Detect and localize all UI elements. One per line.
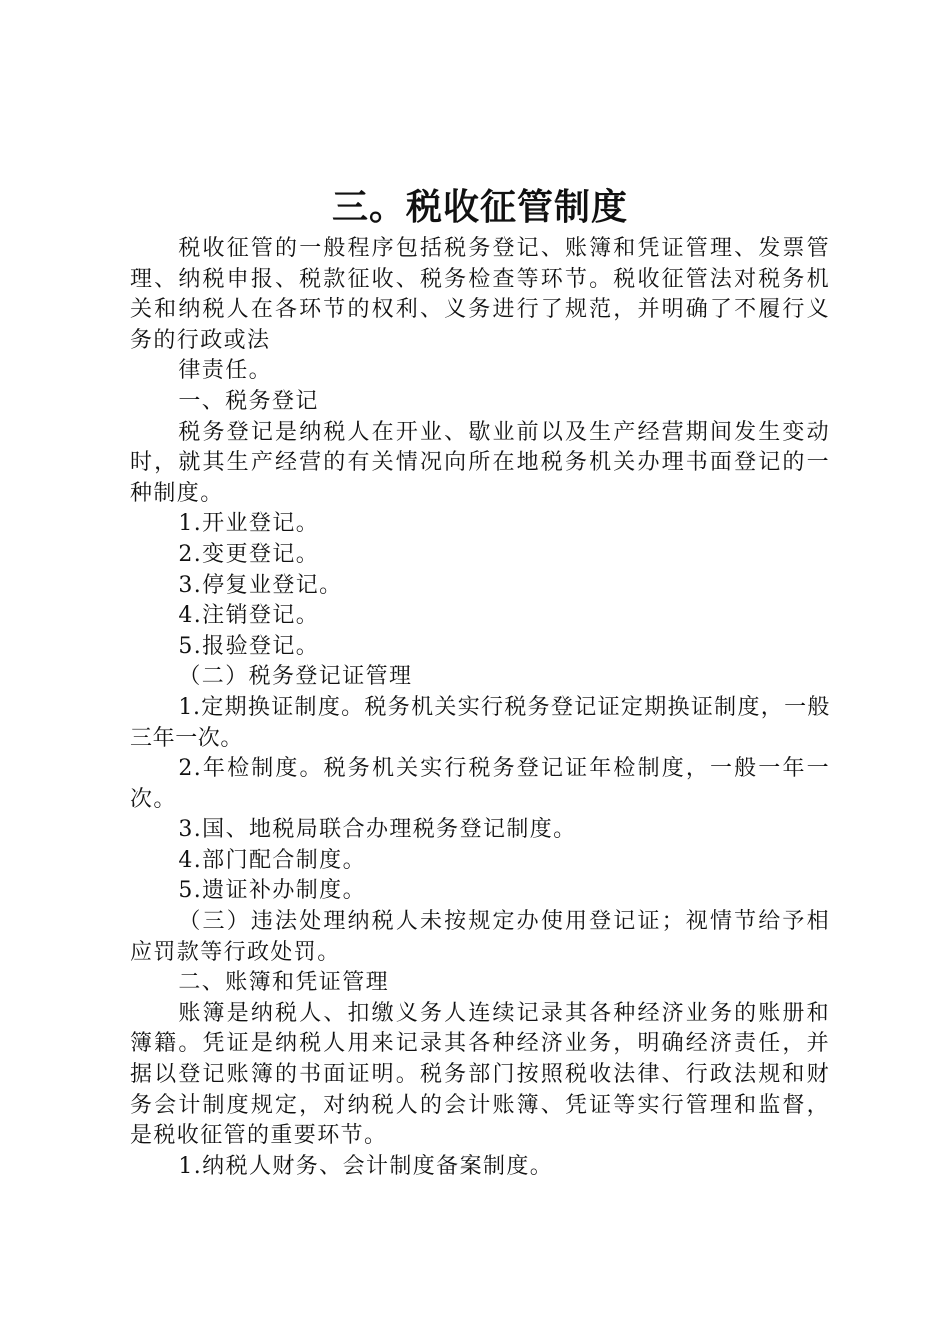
intro-paragraph-continued: 律责任。 [178, 358, 272, 384]
list-item: 1.纳税人财务、会计制度备案制度。 [178, 1153, 554, 1179]
document-body [130, 234, 830, 1182]
list-item: 2.变更登记。 [178, 541, 320, 567]
list-item: 5.报验登记。 [178, 633, 320, 659]
tax-registration-paragraph: 税务登记是纳税人在开业、歇业前以及生产经营期间发生变动时，就其生产经营的有关情况向所在地税务机关办理书面登记的一种制度。 [130, 419, 830, 506]
section-heading-tax-registration: 一、税务登记 [178, 388, 319, 414]
list-item: 4.部门配合制度。 [178, 847, 366, 873]
intro-paragraph: 税收征管的一般程序包括税务登记、账簿和凭证管理、发票管理、纳税申报、税款征收、税务检查等环节。税收征管法对税务机关和纳税人在各环节的权利、义务进行了规范，并明确了不履行义务的行政或法 [130, 236, 830, 353]
list-item: 5.遗证补办制度。 [178, 878, 366, 904]
list-item: 1.定期换证制度。税务机关实行税务登记证定期换证制度，一般三年一次。 [130, 694, 830, 751]
books-vouchers-paragraph: 账簿是纳税人、扣缴义务人连续记录其各种经济业务的账册和簿籍。凭证是纳税人用来记录其各种经济业务，明确经济责任，并据以登记账簿的书面证明。税务部门按照税收法律、行政法规和财务会计制度规定，对纳税人的会计账簿、凭证等实行管理和监督，是税收征管的重要环节。 [130, 1000, 830, 1149]
subsection-heading-certificate-management: （二）税务登记证管理 [178, 664, 413, 690]
document-page [130, 180, 830, 1182]
list-item: 4.注销登记。 [178, 603, 320, 629]
list-item: 3.国、地税局联合办理税务登记制度。 [178, 817, 577, 843]
list-item: 2.年检制度。税务机关实行税务登记证年检制度，一般一年一次。 [130, 756, 830, 812]
list-item: 3.停复业登记。 [178, 572, 343, 598]
violation-handling-paragraph: （三）违法处理纳税人未按规定办使用登记证；视情节给予相应罚款等行政处罚。 [130, 909, 830, 965]
section-heading-books-vouchers: 二、账簿和凭证管理 [178, 970, 389, 996]
document-title: 三。税收征管制度 [331, 186, 628, 228]
list-item: 1.开业登记。 [178, 511, 320, 537]
